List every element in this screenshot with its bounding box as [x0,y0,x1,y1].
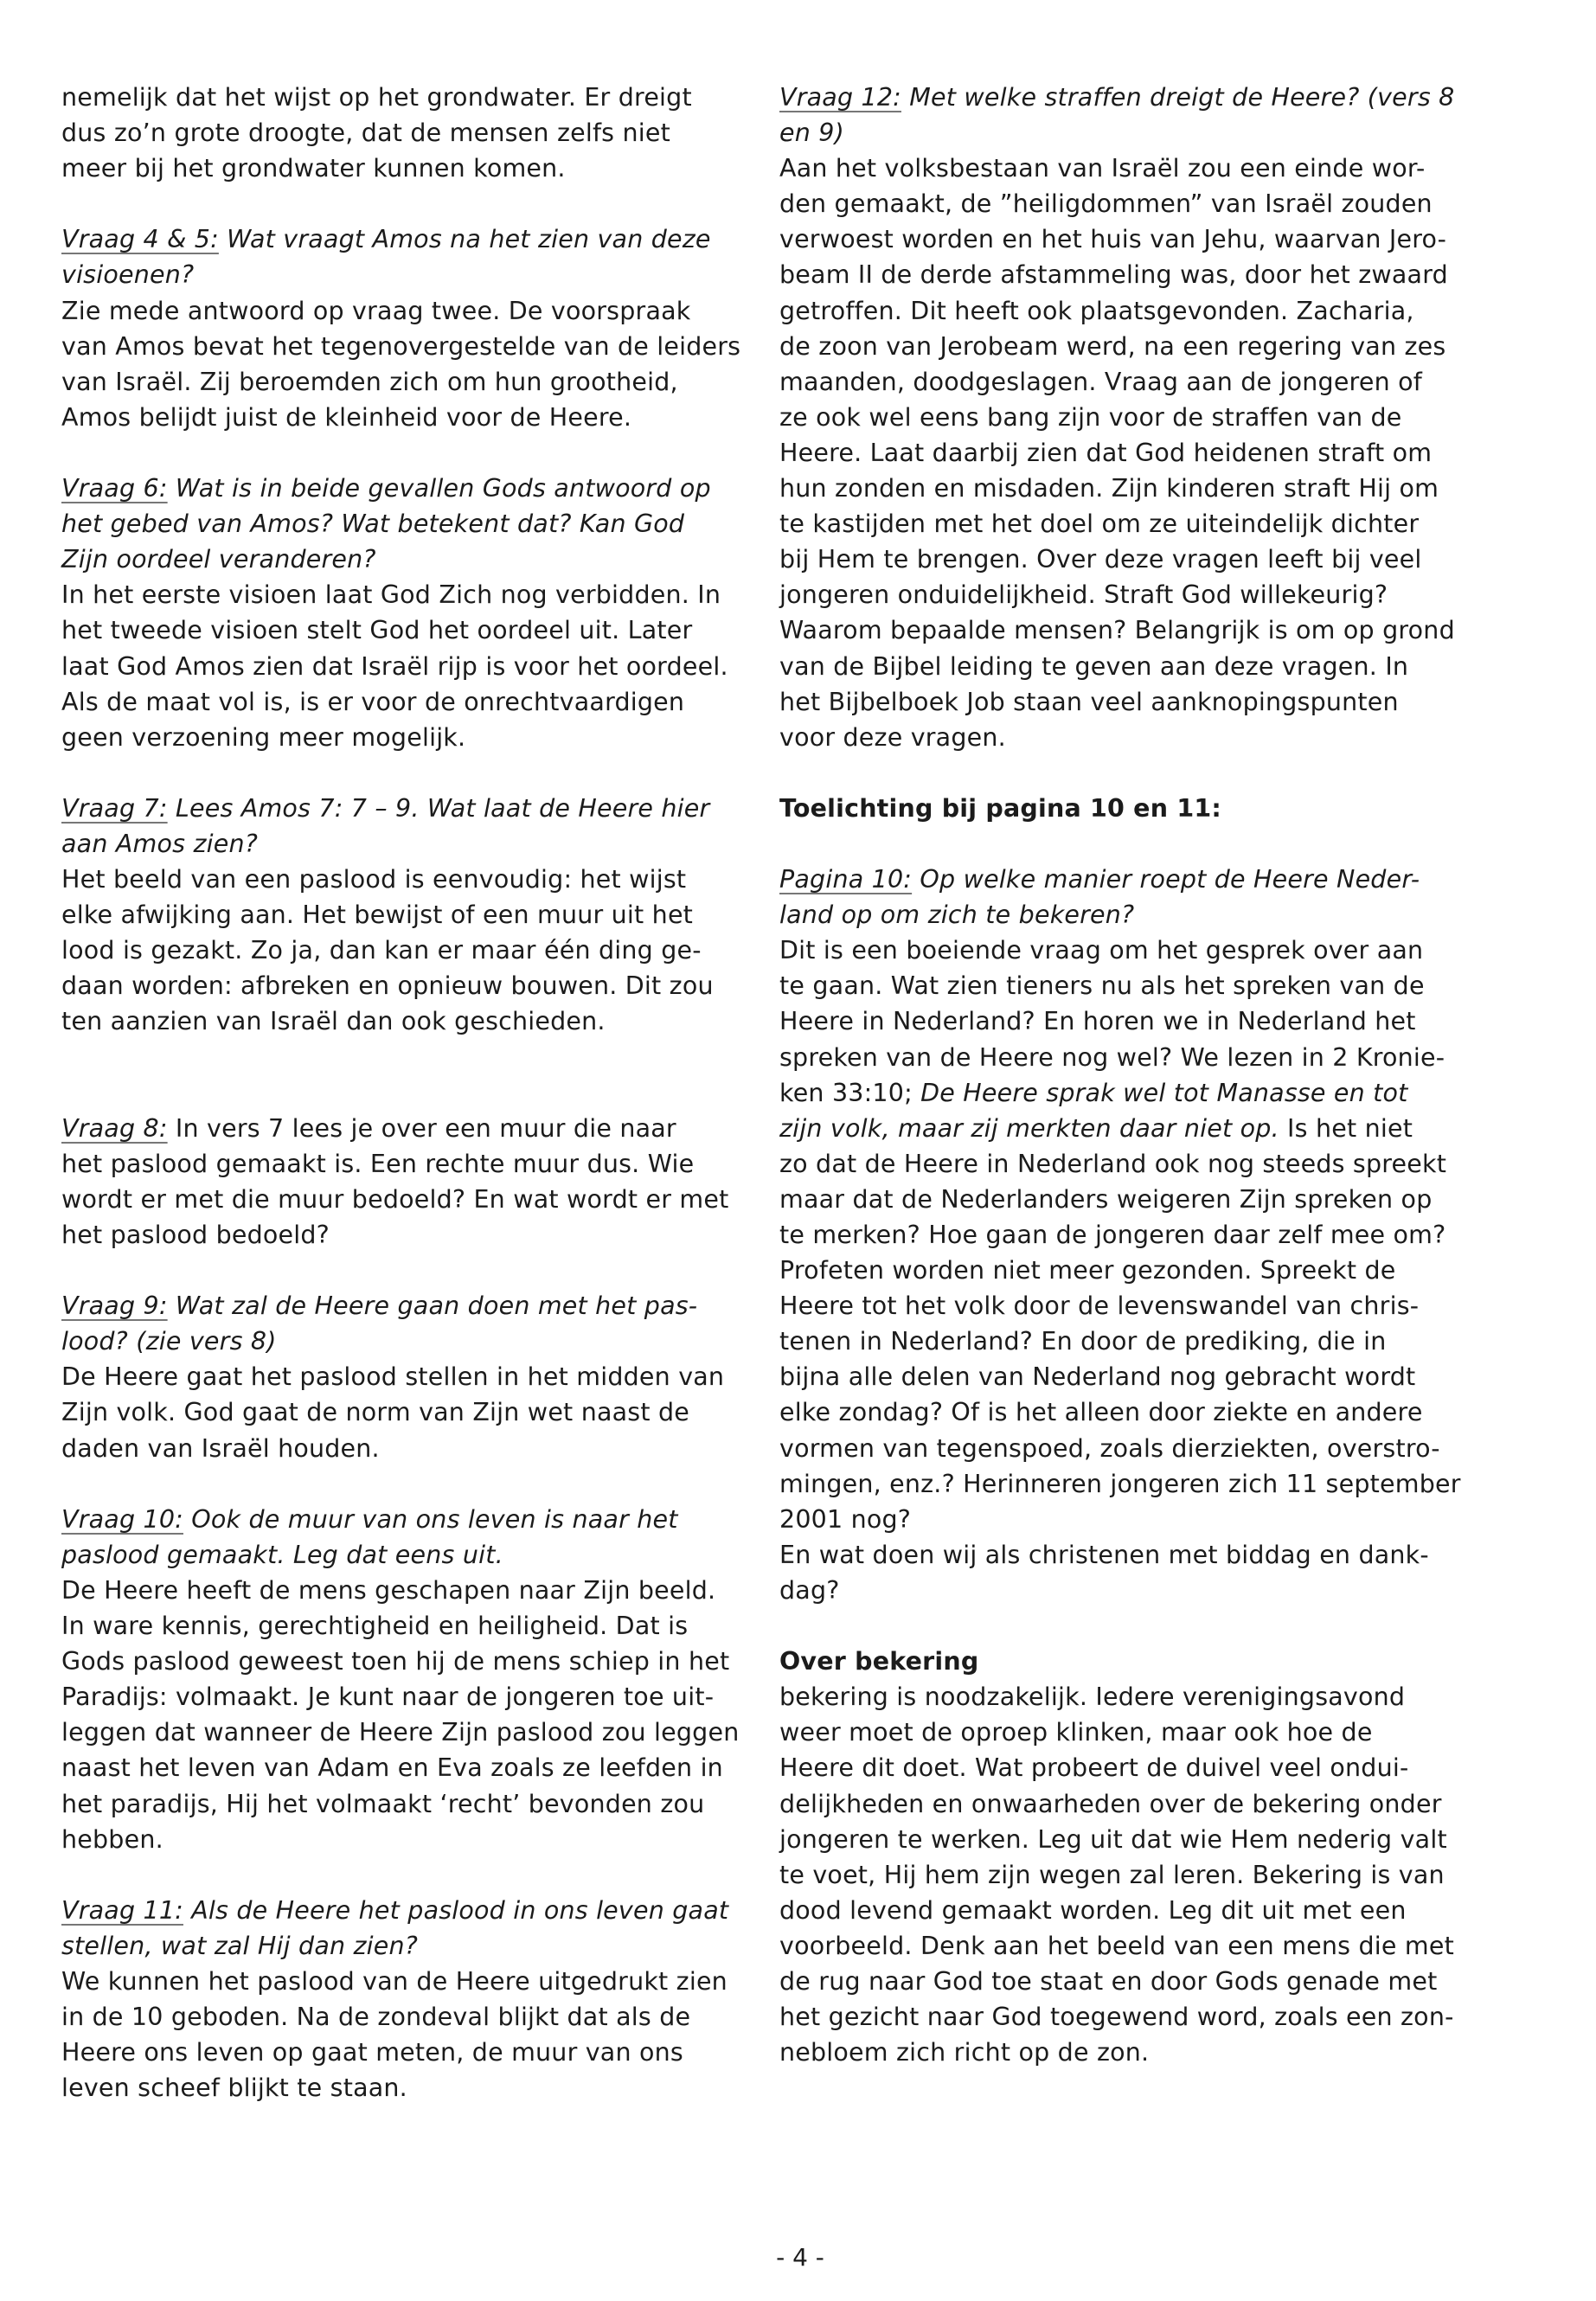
body-text: Heere dit doet. Wat probeert de duivel veel ondui- [779,1753,1409,1783]
body-text: Paradijs: volmaakt. Je kunt naar de jongeren toe uit- [61,1682,715,1712]
question-text: en 9) [779,119,844,148]
text-line [779,1182,1471,1217]
text-line [779,1288,1471,1324]
body-text: lood is gezakt. Zo ja, dan kan er maar één ding ge- [61,936,702,965]
body-text: meer bij het grondwater kunnen komen. [61,154,566,183]
right-block-1 [779,755,1471,826]
question-label: Vraag 9: [61,1292,168,1321]
body-text: bijna alle delen van Nederland nog gebracht wordt [779,1362,1416,1392]
body-text: hebben. [61,1824,163,1854]
text-line [779,186,1471,221]
left-block-6 [61,1466,753,1857]
question-label: Vraag 8: [61,1113,168,1143]
text-line [61,933,753,968]
body-text: bij Hem te brengen. Over deze vragen leeft bij veel [779,545,1422,574]
question-label: Vraag 12: [779,83,901,112]
text-line [61,364,753,400]
body-text: het gezicht naar God toegewend word, zoals een zon- [779,2003,1454,2032]
text-line [779,1893,1471,1928]
text-line [779,1573,1471,1608]
question-text: lood? (zie vers 8) [61,1327,277,1356]
text-line [779,364,1471,400]
body-text: van de Bijbel leiding te geven aan deze vragen. In [779,651,1409,681]
body-text: verwoest worden en het huis van Jehu, waarvan Jero- [779,225,1447,254]
paragraph-gap [61,1857,753,1893]
body-text: leggen dat wanneer de Heere Zijn paslood zou leggen [61,1718,740,1747]
text-line [779,1999,1471,2035]
left-block-4 [61,1040,753,1253]
text-line [779,791,1471,826]
text-line [61,221,753,257]
text-line [61,684,753,720]
text-line [779,612,1471,648]
question-label: Vraag 7: [61,793,168,823]
body-text: Heere ons leven op gaat meten, de muur van ons [61,2038,683,2067]
left-column [61,80,753,2106]
body-text: het paradijs, Hij het volmaakt ‘recht’ bevonden zou [61,1789,705,1818]
text-line [779,542,1471,577]
body-text: weer moet de oproep klinken, maar ook hoe de [779,1718,1373,1747]
body-text: voorbeeld. Denk aan het beeld van een mens die met [779,1931,1454,1960]
body-text: 2001 nog? [779,1504,912,1534]
text-line [779,1146,1471,1182]
text-line [61,329,753,364]
question-label: Vraag 10: [61,1504,183,1534]
text-line [61,897,753,933]
right-block-0 [779,80,1471,755]
text-line [779,933,1471,968]
question-label: Pagina 10: [779,865,913,894]
body-text: En wat doen wij als christenen met biddag en dank- [779,1540,1429,1569]
section-heading: Toelichting bij pagina 10 en 11: [779,793,1221,823]
text-line [779,1715,1471,1750]
text-line [779,293,1471,329]
text-line [61,1999,753,2035]
text-line [61,257,753,292]
body-text: ken 33:10; [779,1078,921,1107]
text-line [779,1075,1471,1111]
text-line [779,1928,1471,1964]
text-line [61,968,753,1003]
text-line [779,862,1471,897]
text-line [61,293,753,329]
text-line [61,1394,753,1430]
text-line [61,577,753,612]
body-text: Heere tot het volk door de levenswandel van chris- [779,1292,1420,1321]
text-line [61,115,753,151]
body-text: maanden, doodgeslagen. Vraag aan de jongeren of [779,367,1422,396]
body-text: jongeren onduidelijkheid. Straft God willekeurig? [779,580,1388,610]
question-text: De Heere sprak wel tot Manasse en tot [920,1078,1408,1107]
body-text: ze ook wel eens bang zijn voor de straffen van de [779,402,1402,432]
text-line [779,115,1471,151]
text-line [779,151,1471,186]
text-line [61,1111,753,1146]
question-text: aan Amos zien? [61,829,259,858]
text-line [779,435,1471,471]
body-text: Heere in Nederland? En horen we in Nederland het [779,1007,1416,1036]
text-line [61,1893,753,1928]
page-number: - 4 - [776,2243,824,2272]
text-line [779,1857,1471,1893]
right-block-3 [779,1608,1471,2070]
body-text: Waarom bepaalde mensen? Belangrijk is om op grond [779,616,1455,645]
text-line [779,1359,1471,1394]
text-line [61,471,753,506]
body-text: Zijn volk. God gaat de norm van Zijn wet naast de [61,1398,689,1427]
body-text: jongeren te werken. Leg uit dat wie Hem nederig valt [779,1824,1447,1854]
paragraph-gap [779,1608,1471,1644]
body-text: In ware kennis, gerechtigheid en heiligheid. Dat is [61,1612,689,1641]
body-text: voor deze vragen. [779,722,1006,752]
text-line [61,1502,753,1537]
body-text: bekering is noodzakelijk. Iedere verenigingsavond [779,1682,1406,1712]
left-block-3 [61,755,753,1040]
body-text: nemelijk dat het wijst op het grondwater. Er dreigt [61,83,692,112]
body-text: beam II de derde afstammeling was, door het zwaard [779,260,1448,290]
body-text: tenen in Nederland? En door de prediking, die in [779,1327,1387,1356]
text-line [61,826,753,862]
body-text: ten aanzien van Israël dan ook geschieden. [61,1007,606,1036]
text-line [61,720,753,755]
body-text: van Israël. Zij beroemden zich om hun grootheid, [61,367,678,396]
body-text: naast het leven van Adam en Eva zoals ze leefden in [61,1753,723,1783]
text-line [779,400,1471,435]
text-line [61,862,753,897]
text-line [779,1040,1471,1075]
question-text: Lees Amos 7: 7 – 9. Wat laat de Heere hier [167,793,710,823]
text-line [779,1786,1471,1822]
question-text: zijn volk, maar zij merkten daar niet op. [779,1113,1279,1143]
text-line [779,2035,1471,2070]
body-text: van Amos bevat het tegenovergestelde van de leiders [61,331,741,361]
text-line [779,1964,1471,1999]
text-line [61,1359,753,1394]
text-line [779,1822,1471,1857]
text-line [61,542,753,577]
body-text: nebloem zich richt op de zon. [779,2038,1150,2067]
text-line [61,791,753,826]
text-line [779,1111,1471,1146]
text-line [61,1431,753,1466]
text-line [61,1964,753,1999]
question-label: Vraag 11: [61,1895,183,1925]
paragraph-gap [61,1253,753,1288]
text-line [61,1288,753,1324]
text-line [779,80,1471,115]
text-line [61,1928,753,1964]
question-text: stellen, wat zal Hij dan zien? [61,1931,419,1960]
text-line [779,1750,1471,1785]
question-text: paslood gemaakt. Leg dat eens uit. [61,1540,503,1569]
body-text: den gemaakt, de ”heiligdommen” van Israël zouden [779,189,1433,219]
text-line [61,1217,753,1253]
question-label: Vraag 6: [61,474,168,503]
question-text: Wat vraagt Amos na het zien van deze [218,225,711,254]
text-line [61,1146,753,1182]
text-line [779,329,1471,364]
text-line [61,151,753,186]
question-text: Zijn oordeel veranderen? [61,545,376,574]
text-line [61,400,753,435]
left-block-7 [61,1857,753,2106]
text-line [779,1217,1471,1253]
body-text: dus zo’n grote droogte, dat de mensen zelfs niet [61,119,670,148]
body-text: zo dat de Heere in Nederland ook nog steeds spreekt [779,1149,1447,1178]
text-line [779,720,1471,755]
text-line [61,1786,753,1822]
text-line [779,649,1471,684]
text-line [779,1394,1471,1430]
left-block-2 [61,435,753,755]
question-text: visioenen? [61,260,195,290]
text-line [61,1644,753,1679]
text-line [779,1003,1471,1039]
text-line [779,1537,1471,1573]
body-text: het paslood bedoeld? [61,1221,330,1249]
body-text: Als de maat vol is, is er voor de onrechtvaardigen [61,687,685,716]
body-text: Het beeld van een paslood is eenvoudig: het wijst [61,865,687,894]
body-text: mingen, enz.? Herinneren jongeren zich 11 september [779,1469,1461,1498]
text-line [779,1644,1471,1679]
paragraph-gap [61,186,753,221]
body-text: Dit is een boeiende vraag om het gesprek over aan [779,936,1424,965]
body-text: te voet, Hij hem zijn wegen zal leren. Bekering is van [779,1860,1445,1889]
text-line [61,1715,753,1750]
body-text: maar dat de Nederlanders weigeren Zijn spreken op [779,1184,1433,1214]
text-line [779,897,1471,933]
text-line [61,80,753,115]
text-line [779,968,1471,1003]
text-line [61,506,753,542]
body-text: delijkheden en onwaarheden over de bekering onder [779,1789,1442,1818]
text-line [61,1537,753,1573]
body-text: dood levend gemaakt worden. Leg dit uit met een [779,1895,1407,1925]
body-text: het Bijbelboek Job staan veel aanknopingspunten [779,687,1399,716]
text-line [61,2070,753,2106]
body-text: Aan het volksbestaan van Israël zou een einde wor- [779,154,1426,183]
body-text: spreken van de Heere nog wel? We lezen in 2 Kronie- [779,1042,1445,1072]
body-text: daden van Israël houden. [61,1433,380,1463]
body-text: daan worden: afbreken en opnieuw bouwen. Dit zou [61,971,714,1001]
question-text: Als de Heere het paslood in ons leven gaat [183,1895,729,1925]
text-line [61,1679,753,1715]
text-line [61,1182,753,1217]
body-text: laat God Amos zien dat Israël rijp is voor het oordeel. [61,651,728,681]
body-text: wordt er met die muur bedoeld? En wat wordt er met [61,1184,729,1214]
body-text: elke zondag? Of is het alleen door ziekte en andere [779,1398,1423,1427]
body-text: geen verzoening meer mogelijk. [61,722,466,752]
text-line [61,612,753,648]
body-text: te merken? Hoe gaan de jongeren daar zelf mee om? [779,1221,1446,1249]
body-text: De Heere gaat het paslood stellen in het midden van [61,1362,725,1392]
text-line [61,649,753,684]
text-line [779,471,1471,506]
text-line [779,1679,1471,1715]
paragraph-gap [61,1466,753,1502]
left-block-0 [61,80,753,186]
paragraph-gap [61,435,753,471]
body-text: De Heere heeft de mens geschapen naar Zijn beeld. [61,1575,716,1605]
text-line [61,2035,753,2070]
body-text: vormen van tegenspoed, zoals dierziekten, overstro- [779,1433,1440,1463]
body-text: In vers 7 lees je over een muur die naar [167,1113,676,1143]
body-text: in de 10 geboden. Na de zondeval blijkt dat als de [61,2003,691,2032]
paragraph-gap [779,826,1471,862]
question-text: het gebed van Amos? Wat betekent dat? Kan God [61,510,685,539]
text-line [779,221,1471,257]
body-text: dag? [779,1575,840,1605]
right-column [779,80,1471,2070]
question-text: Op welke manier roept de Heere Neder- [912,865,1420,894]
body-text: de zoon van Jerobeam werd, na een regering van zes [779,331,1446,361]
question-text: Wat zal de Heere gaan doen met het pas- [167,1292,698,1321]
text-line [779,577,1471,612]
body-text: de rug naar God toe staat en door Gods genade met [779,1966,1438,1996]
body-text: het paslood gemaakt is. Een rechte muur dus. Wie [61,1149,695,1178]
body-text: In het eerste visioen laat God Zich nog verbidden. In [61,580,721,610]
body-text: te kastijden met het doel om ze uiteindelijk dichter [779,510,1420,539]
body-text: Amos belijdt juist de kleinheid voor de Heere. [61,402,632,432]
body-text: Heere. Laat daarbij zien dat God heidenen straft om [779,438,1433,467]
text-line [779,506,1471,542]
left-block-5 [61,1253,753,1466]
body-text: getroffen. Dit heeft ook plaatsgevonden. Zacharia, [779,296,1414,325]
text-line [779,257,1471,292]
text-line [779,1431,1471,1466]
text-line [61,1324,753,1359]
paragraph-gap [61,1075,753,1111]
body-text: te gaan. Wat zien tieners nu als het spreken van de [779,971,1425,1001]
body-text: We kunnen het paslood van de Heere uitgedrukt zien [61,1966,727,1996]
body-text: hun zonden en misdaden. Zijn kinderen straft Hij om [779,474,1439,503]
right-block-2 [779,826,1471,1608]
text-line [61,1573,753,1608]
text-line [61,1608,753,1644]
text-line [61,1822,753,1857]
body-text: Profeten worden niet meer gezonden. Spreekt de [779,1256,1396,1285]
text-line [61,1750,753,1785]
text-line [779,1253,1471,1288]
question-text: Ook de muur van ons leven is naar het [183,1504,678,1534]
body-text: elke afwijking aan. Het bewijst of een muur uit het [61,901,694,930]
body-text: Gods paslood geweest toen hij de mens schiep in het [61,1647,730,1676]
body-text: Zie mede antwoord op vraag twee. De voorspraak [61,296,691,325]
text-line [779,1466,1471,1502]
paragraph-gap [61,755,753,791]
question-text: Wat is in beide gevallen Gods antwoord op [167,474,711,503]
text-line [779,1324,1471,1359]
body-text: Is het niet [1279,1113,1413,1143]
body-text: leven scheef blijkt te staan. [61,2073,407,2103]
question-text: land op om zich te bekeren? [779,901,1135,930]
text-line [779,1502,1471,1537]
paragraph-gap [61,1040,753,1075]
paragraph-gap [779,755,1471,791]
section-heading: Over bekering [779,1647,979,1676]
body-text: het tweede visioen stelt God het oordeel uit. Later [61,616,693,645]
text-line [61,1003,753,1039]
text-line [779,684,1471,720]
left-block-1 [61,186,753,435]
question-label: Vraag 4 & 5: [61,225,219,254]
question-text: Met welke straffen dreigt de Heere? (vers 8 [901,83,1455,112]
